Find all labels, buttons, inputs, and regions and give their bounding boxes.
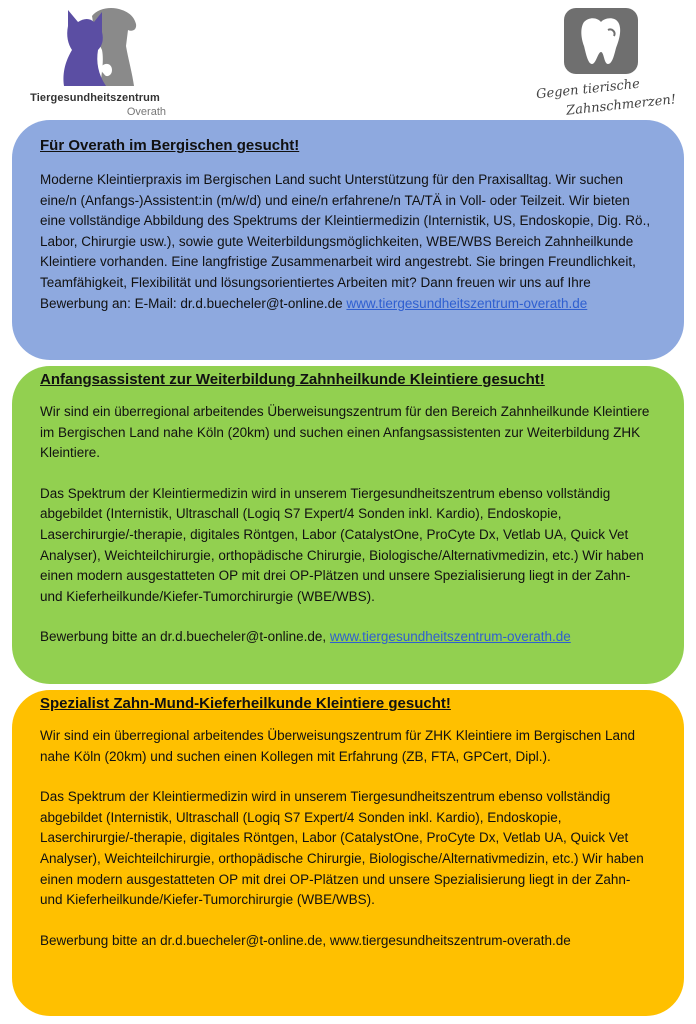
section-title: Spezialist Zahn-Mund-Kieferheilkunde Kleintiere gesucht! xyxy=(40,695,451,712)
section-paragraph: Moderne Kleintierpraxis im Bergischen Land sucht Unterstützung für den Praxisalltag. Wir suchen eine/n (Anfangs-)Assistent:in (m/w/d) und eine/n erfahrene/n TA/TÄ in Voll- oder Teilzeit. Wir bieten eine vollständige Abbildung des Spektrums der Kleintiermedizin (Internistik, US, Endoskopie, Dig. Rö., Labor, Chirurgie usw.), sowie gute Weiterbildungsmöglichkeiten, WBE/WBS Bereich Zahnheilkunde Kleintiere vorhanden. Eine langfristige Zusammenarbeit wird angestrebt. Sie bringen Freundlichkeit, Teamfähigkeit, Flexibilität und lösungsorientiertes Arbeiten mit? Dann freuen wir uns auf Ihre Bewerbung an: E-Mail: dr.d.buecheler@t-online.de www.tiergesundheitszentrum-overath.de xyxy=(40,172,651,311)
section-title: Für Overath im Bergischen gesucht! xyxy=(40,137,300,154)
job-ad-specialist xyxy=(12,690,684,1016)
slogan-logo xyxy=(528,8,678,118)
section-paragraph: Wir sind ein überregional arbeitendes Überweisungszentrum für den Bereich Zahnheilkunde Kleintiere im Bergischen Land nahe Köln (20km) und suchen einen Anfangsassistenten zur Weiterbildung ZHK Kleintiere. xyxy=(40,404,650,461)
section-paragraph: Bewerbung bitte an dr.d.buecheler@t-online.de, www.tiergesundheitszentrum-overath.de xyxy=(40,932,571,948)
section-paragraph: Das Spektrum der Kleintiermedizin wird in unserem Tiergesundheitszentrum ebenso vollständig abgebildet (Internistik, Ultraschall (Logiq S7 Expert/4 Sonden inkl. Kardio), Endoskopie, Laserchirurgie/-therapie, digitales Röntgen, Labor (CatalystOne, ProCyte Dx, Vetlab UA, Quick Vet Analyser), Weichteilchirurgie, orthopädische Chirurgie, Biologische/Alternativmedizin, etc.) Wir haben einen modern ausgestatteten OP mit drei OP-Plätzen und unsere Spezialisierung liegt in der Zahn- und Kieferheilkunde/Kiefer-Tumorchirurgie (WBE/WBS). xyxy=(40,789,644,908)
job-ad-overath xyxy=(12,120,684,360)
tooth-badge xyxy=(564,8,638,74)
website-link[interactable]: www.tiergesundheitszentrum-overath.de xyxy=(329,629,571,645)
section-paragraph: Wir sind ein überregional arbeitendes Überweisungszentrum für ZHK Kleintiere im Bergischen Land nahe Köln (20km) und suchen einen Kollegen mit Erfahrung (ZB, FTA, GPCert, Dipl.). xyxy=(40,728,636,764)
slogan-line-2: Zahnschmerzen! xyxy=(565,92,677,119)
job-ad-assistant xyxy=(12,366,684,684)
tooth-icon xyxy=(564,8,638,74)
logo-subtitle: Overath xyxy=(126,106,166,118)
logo-title: Tiergesundheitszentrum xyxy=(30,92,160,104)
website-link[interactable]: www.tiergesundheitszentrum-overath.de xyxy=(346,295,588,311)
section-paragraph: Bewerbung bitte an dr.d.buecheler@t-online.de, www.tiergesundheitszentrum-overath.de xyxy=(40,629,571,645)
slogan-line-1: Gegen tierische xyxy=(535,76,641,103)
section-title: Anfangsassistent zur Weiterbildung Zahnheilkunde Kleintiere gesucht! xyxy=(40,371,545,388)
section-paragraph: Das Spektrum der Kleintiermedizin wird in unserem Tiergesundheitszentrum ebenso vollständig abgebildet (Internistik, Ultraschall (Logiq S7 Expert/4 Sonden inkl. Kardio), Endoskopie, Laserchirurgie/-therapie, digitales Röntgen, Labor (CatalystOne, ProCyte Dx, Vetlab UA, Quick Vet Analyser), Weichteilchirurgie, orthopädische Chirurgie, Biologische/Alternativmedizin, etc.) Wir haben einen modern ausgestatteten OP mit drei OP-Plätzen und unsere Spezialisierung liegt in der Zahn- und Kieferheilkunde/Kiefer-Tumorchirurgie (WBE/WBS). xyxy=(40,485,644,604)
page-header xyxy=(0,0,696,120)
clinic-logo xyxy=(20,6,170,118)
cat-dog-logo-icon xyxy=(62,6,138,88)
